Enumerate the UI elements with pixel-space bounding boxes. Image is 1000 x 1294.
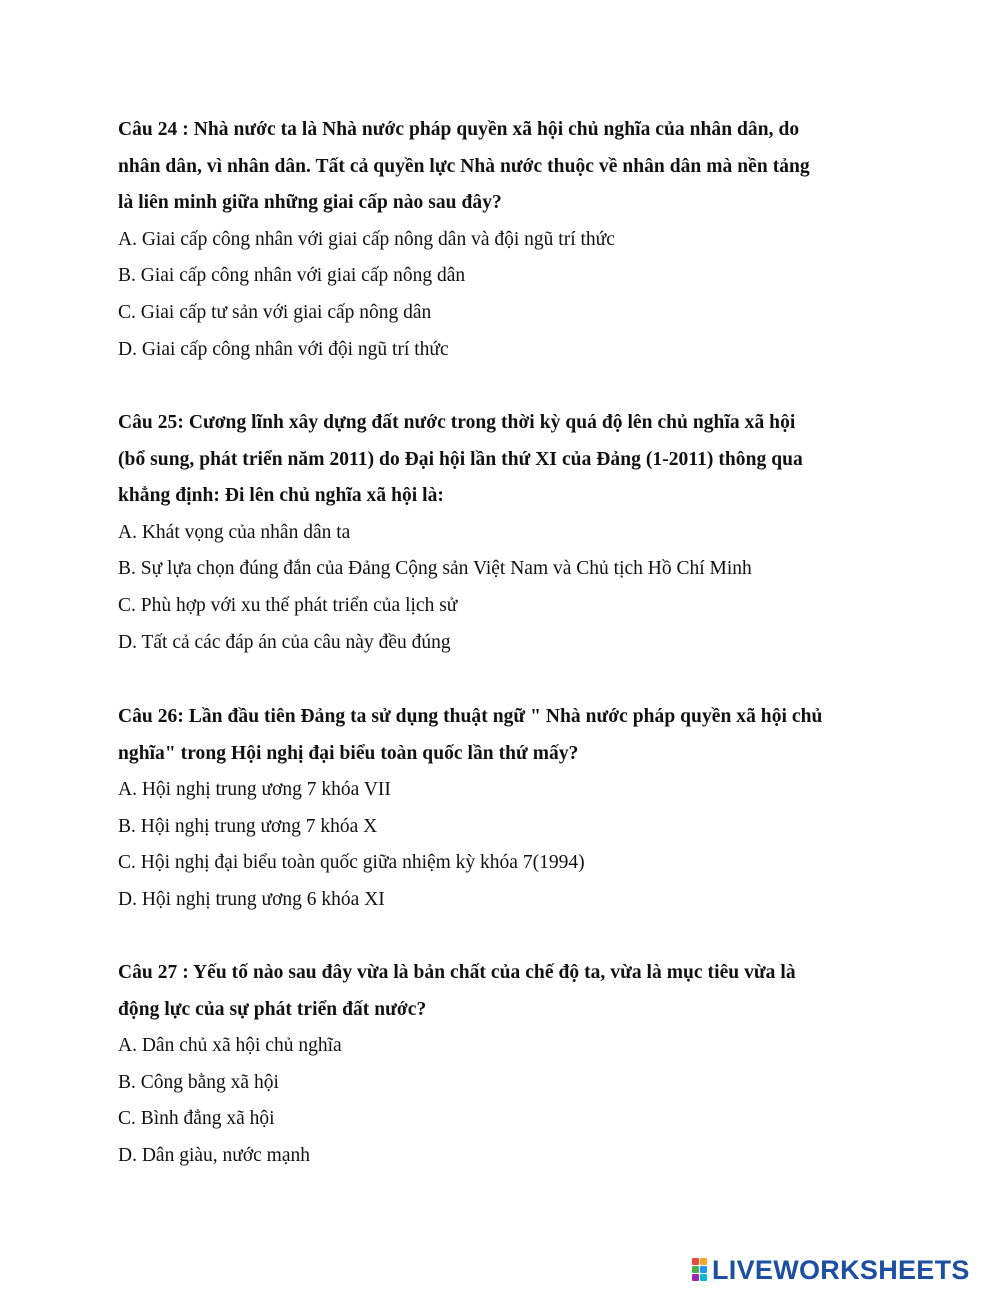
answer-option-a: A. Khát vọng của nhân dân ta xyxy=(118,521,351,543)
answer-options xyxy=(118,1028,796,1175)
question-24 xyxy=(118,112,810,368)
brand-name: LIVEWORKSHEETS xyxy=(712,1255,970,1285)
question-title xyxy=(118,955,796,1028)
question-title-line: Câu 27 : Yếu tố nào sau đây vừa là bản chất của chế độ ta, vừa là mục tiêu vừa là xyxy=(118,962,796,983)
answer-option-a: A. Hội nghị trung ương 7 khóa VII xyxy=(118,779,391,800)
answer-options xyxy=(118,222,810,369)
question-title-line: khẳng định: Đi lên chủ nghĩa xã hội là: xyxy=(118,485,444,506)
answer-option-c: C. Hội nghị đại biểu toàn quốc giữa nhiệm kỳ khóa 7(1994) xyxy=(118,852,585,874)
answer-option-a: A. Dân chủ xã hội chủ nghĩa xyxy=(118,1035,342,1056)
question-title-line: Câu 25: Cương lĩnh xây dựng đất nước trong thời kỳ quá độ lên chủ nghĩa xã hội xyxy=(118,412,796,433)
logo-tile xyxy=(700,1274,707,1281)
question-title-line: Câu 26: Lần đầu tiên Đảng ta sử dụng thuật ngữ " Nhà nước pháp quyền xã hội chủ xyxy=(118,706,823,727)
answer-option-d: D. Giai cấp công nhân với đội ngũ trí thức xyxy=(118,338,449,360)
answer-options xyxy=(118,515,803,662)
liveworksheets-brand xyxy=(692,1255,970,1285)
question-title-line: động lực của sự phát triển đất nước? xyxy=(118,998,427,1020)
answer-option-d: D. Tất cả các đáp án của câu này đều đúng xyxy=(118,631,451,653)
answer-option-c: C. Giai cấp tư sản với giai cấp nông dân xyxy=(118,301,432,323)
answer-option-d: D. Hội nghị trung ương 6 khóa XI xyxy=(118,889,385,911)
question-title xyxy=(118,699,822,772)
question-title-line: là liên minh giữa những giai cấp nào sau đây? xyxy=(118,192,502,213)
answer-option-b: B. Hội nghị trung ương 7 khóa X xyxy=(118,815,378,837)
answer-option-a: A. Giai cấp công nhân với giai cấp nông dân và đội ngũ trí thức xyxy=(118,228,615,250)
question-25 xyxy=(118,405,803,661)
logo-tile xyxy=(692,1274,699,1281)
answer-option-b: B. Giai cấp công nhân với giai cấp nông dân xyxy=(118,265,466,287)
question-27 xyxy=(118,955,796,1175)
logo-tile xyxy=(700,1266,707,1273)
question-title-line: (bổ sung, phát triển năm 2011) do Đại hội lần thứ XI của Đảng (1-2011) thông qua xyxy=(118,448,803,470)
answer-option-b: B. Sự lựa chọn đúng đắn của Đảng Cộng sản Việt Nam và Chủ tịch Hồ Chí Minh xyxy=(118,558,752,580)
answer-option-c: C. Phù hợp với xu thế phát triển của lịch sử xyxy=(118,594,458,616)
logo-tile xyxy=(692,1258,699,1265)
answer-option-d: D. Dân giàu, nước mạnh xyxy=(118,1145,311,1167)
question-title-line: nghĩa" trong Hội nghị đại biểu toàn quốc lần thứ mấy? xyxy=(118,742,579,764)
answer-option-c: C. Bình đẳng xã hội xyxy=(118,1108,275,1130)
question-title xyxy=(118,112,810,222)
liveworksheets-logo-icon xyxy=(692,1258,708,1282)
question-title xyxy=(118,405,803,515)
question-title-line: Câu 24 : Nhà nước ta là Nhà nước pháp quyền xã hội chủ nghĩa của nhân dân, do xyxy=(118,119,800,140)
answer-option-b: B. Công bằng xã hội xyxy=(118,1071,279,1093)
question-26 xyxy=(118,699,822,919)
logo-tile xyxy=(692,1266,699,1273)
logo-tile xyxy=(700,1258,707,1265)
answer-options xyxy=(118,772,822,919)
question-title-line: nhân dân, vì nhân dân. Tất cả quyền lực Nhà nước thuộc về nhân dân mà nền tảng xyxy=(118,155,810,177)
